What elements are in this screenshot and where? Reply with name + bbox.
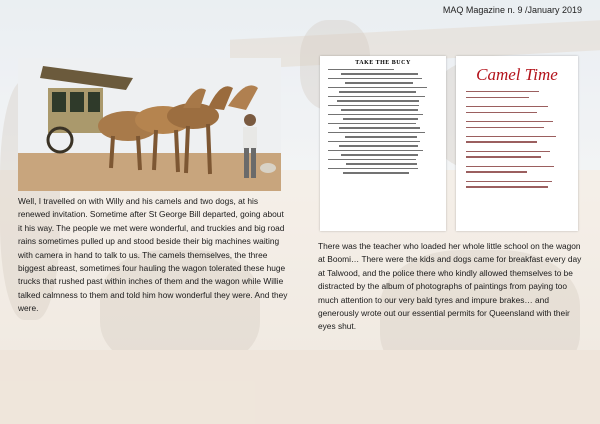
poem-card-1 (320, 56, 446, 231)
camel-wagon-photo (18, 58, 281, 191)
poem-text-lines (466, 91, 568, 188)
poem-card-2 (456, 56, 578, 231)
poem-text-lines (328, 69, 438, 174)
article-text-right: There was the teacher who loaded her whole little school on the wagon at Boomi… There were the kids and dogs came for breakfast every day at Talwood, and the police there who kindly allowed themselves to be distracted by the album of photographs of paintings from paying too much attention to our very bald tyres and impure brakes… and generously wrote out our essential permits for Queensland with their eyes shut. (318, 241, 582, 332)
magazine-header: MAQ Magazine n. 9 /January 2019 (442, 5, 582, 15)
poem-title-1: TAKE THE BUCY (355, 60, 411, 66)
article-text-left: Well, I travelled on with Willy and his camels and two dogs, at his renewed invitation. Sometime after St George Bill departed, going about it his way. The people we met were wonderful, and truckies and big road rains sometimes pulled up and stood beside their big machines waiting with camera in hand to talk to us. The camels themselves, the three biggest abreast, sometimes four hauling the wagon tolerated these huge trucks that rushed past within inches of them and the wagon while Willie talked calmness to them and told him how wonderful they were. And they were. (18, 196, 288, 314)
poem-title-2: Camel Time (476, 65, 558, 84)
